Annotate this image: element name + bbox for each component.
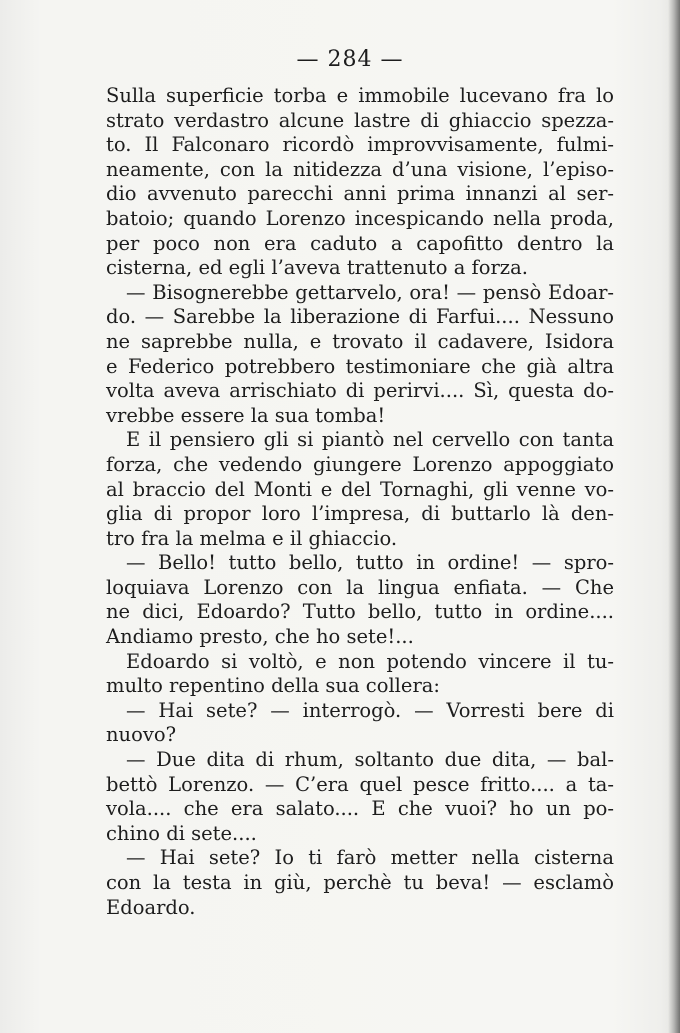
text-line: con la testa in giù, perchè tu beva! — esclamò: [106, 871, 614, 894]
text-line: do. — Sarebbe la liberazione di Farfui.... Nessuno: [106, 305, 614, 329]
text-line: Edoardo.: [106, 895, 196, 919]
text-line: E il pensiero gli si piantò nel cervello con tanta: [126, 428, 614, 452]
text-line: forza, che vedendo giungere Lorenzo appoggiato: [106, 452, 614, 476]
page-edge-shadow: [668, 0, 680, 1033]
text-line: — Hai sete? Io ti farò metter nella cisterna: [126, 846, 614, 870]
text-line: chino di sete....: [106, 821, 257, 845]
text-line: — Hai sete? — interrogò. — Vorresti bere di: [126, 698, 614, 722]
text-line: dio avvenuto parecchi anni prima innanzi al ser-: [106, 182, 614, 206]
page-number: — 284 —: [296, 47, 404, 72]
text-line: loquiava Lorenzo con la lingua enfiata. — Che: [106, 575, 614, 599]
text-line: bettò Lorenzo. — C’era quel pesce fritto.... a ta-: [106, 772, 614, 796]
body-text: [106, 84, 614, 920]
text-line: strato verdastro alcune lastre di ghiaccio spezza-: [106, 108, 614, 132]
text-line: vola.... che era salato.... E che vuoi? ho un po-: [106, 797, 614, 821]
text-line: ne saprebbe nulla, e trovato il cadavere, Isidora: [106, 329, 614, 353]
text-line: volta aveva arrischiato di perirvi.... Sì, questa do-: [106, 379, 614, 403]
text-line: tro fra la melma e il ghiaccio.: [106, 526, 398, 550]
text-line: per poco non era caduto a capofitto dentro la: [106, 231, 614, 255]
text-line: Andiamo presto, che ho sete!...: [106, 625, 414, 649]
text-line: vrebbe essere la sua tomba!: [106, 403, 386, 427]
text-line: — Bello! tutto bello, tutto in ordine! — spro-: [126, 551, 614, 575]
text-line: multo repentino della sua collera:: [106, 674, 440, 698]
text-line: glia di propor loro l’impresa, di buttarlo là den-: [106, 502, 614, 526]
text-line: to. Il Falconaro ricordò improvvisamente, fulmi-: [106, 133, 614, 157]
text-line: batoio; quando Lorenzo incespicando nella proda,: [106, 206, 614, 230]
text-line: al braccio del Monti e del Tornaghi, gli venne vo-: [106, 477, 614, 501]
text-line: cisterna, ed egli l’aveva trattenuto a forza.: [106, 256, 528, 280]
text-line: Sulla superficie torba e immobile lucevano fra lo: [106, 84, 614, 107]
text-line: nuovo?: [106, 723, 177, 747]
text-line: — Due dita di rhum, soltanto due dita, — bal-: [126, 748, 614, 772]
text-line: neamente, con la nitidezza d’una visione, l’episo-: [106, 157, 614, 181]
text-line: e Federico potrebbero testimoniare che già altra: [106, 354, 614, 378]
text-line: — Bisognerebbe gettarvelo, ora! — pensò Edoar-: [126, 280, 614, 304]
text-line: ne dici, Edoardo? Tutto bello, tutto in ordine....: [106, 600, 614, 624]
text-line: Edoardo si voltò, e non potendo vincere il tu-: [126, 649, 614, 673]
